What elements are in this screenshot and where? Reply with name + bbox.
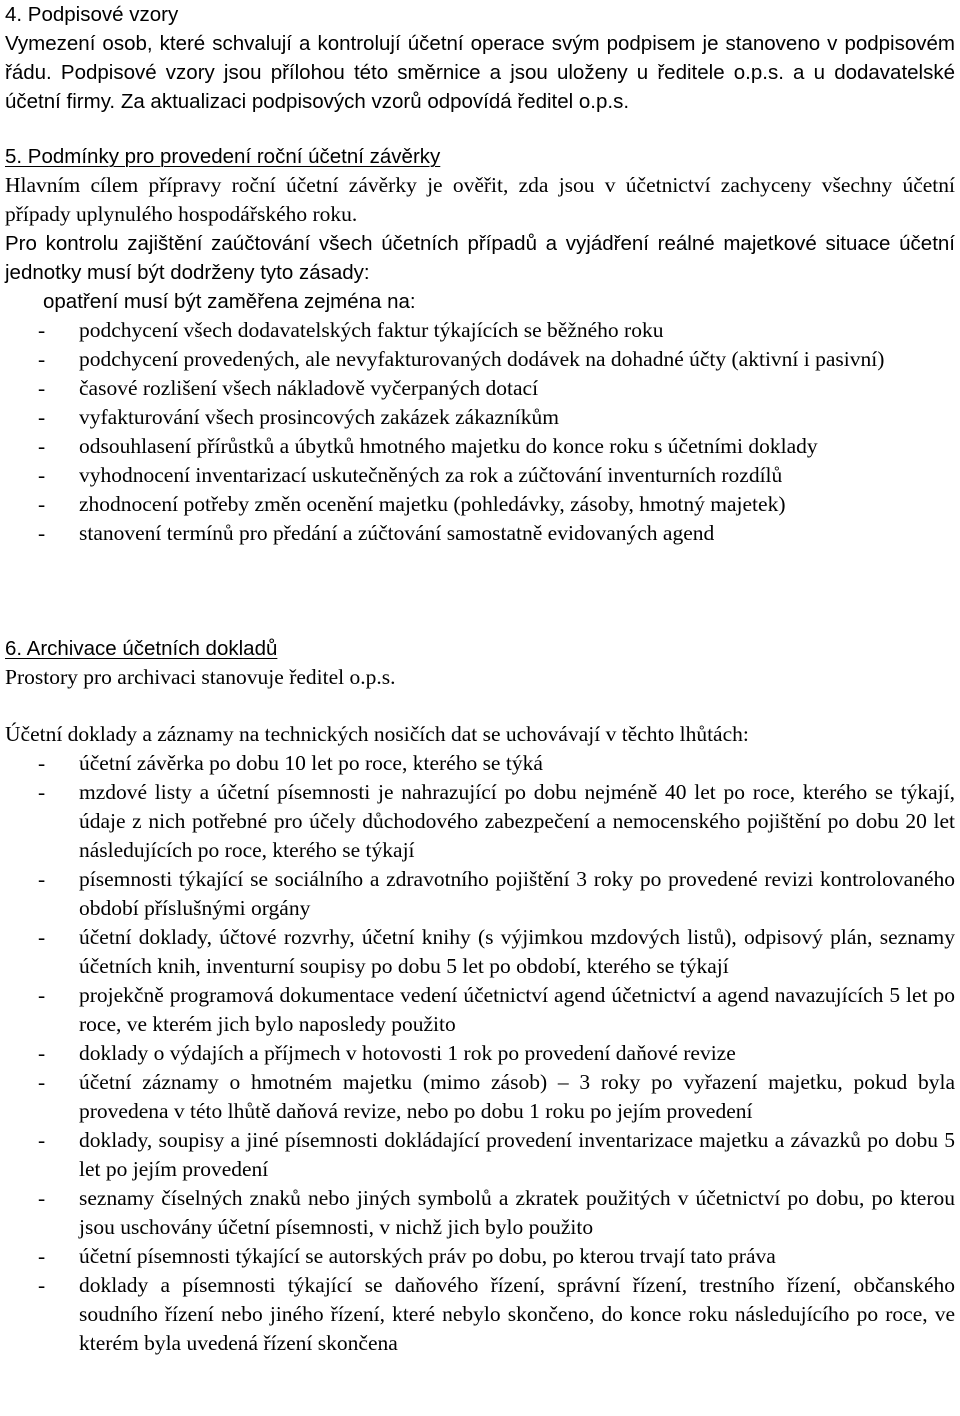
list-item: - doklady o výdajích a příjmech v hotovosti 1 rok po provedení daňové revize [5, 1039, 955, 1068]
list-item: - podchycení provedených, ale nevyfakturovaných dodávek na dohadné účty (aktivní i pasivní) [5, 345, 955, 374]
list-item: - doklady a písemnosti týkající se daňového řízení, správní řízení, trestního řízení, občanského soudního řízení nebo jiného řízení, které nebylo skončeno, do konce roku následujícího po roce, ve kterém byla uvedená řízení skončena [5, 1271, 955, 1358]
list-item: - stanovení termínů pro předání a zúčtování samostatně evidovaných agend [5, 519, 955, 548]
list-item: - účetní doklady, účtové rozvrhy, účetní knihy (s výjimkou mzdových listů), odpisový plán, seznamy účetních knih, inventurní soupisy po dobu 5 let po období, kterého se týkají [5, 923, 955, 981]
section-5-heading: 5. Podmínky pro provedení roční účetní závěrky [5, 145, 441, 168]
section-6-list [5, 749, 955, 1358]
section-5-principles: Pro kontrolu zajištění zaúčtování všech účetních případů a vyjádření reálné majetkové situace účetní jednotky musí být dodrženy tyto zásady: [5, 232, 955, 284]
list-item: - účetní záznamy o hmotném majetku (mimo zásob) – 3 roky po vyřazení majetku, pokud byla provedena v této lhůtě daňová revize, nebo po dobu 1 roku po jejím provedení [5, 1068, 955, 1126]
list-item: - doklady, soupisy a jiné písemnosti dokládající provedení inventarizace majetku a závazků po dobu 5 let po jejím provedení [5, 1126, 955, 1184]
list-item: - zhodnocení potřeby změn ocenění majetku (pohledávky, zásoby, hmotný majetek) [5, 490, 955, 519]
section-4-heading: 4. Podpisové vzory [5, 3, 179, 26]
section-6-storage: Prostory pro archivaci stanovuje ředitel o.p.s. [5, 665, 396, 689]
list-item: - seznamy číselných znaků nebo jiných symbolů a zkratek použitých v účetnictví po dobu, po kterou jsou uschovány účetní písemnosti, v nichž jich bylo použito [5, 1184, 955, 1242]
list-item: - projekčně programová dokumentace vedení účetnictví agend účetnictví a agend navazujících 5 let po roce, ve kterém jich bylo naposledy použito [5, 981, 955, 1039]
list-item: - odsouhlasení přírůstků a úbytků hmotného majetku do konce roku s účetními doklady [5, 432, 955, 461]
section-5-measures-label: opatření musí být zaměřena zejména na: [43, 290, 416, 313]
section-6-retention [5, 720, 955, 1358]
list-item: - písemnosti týkající se sociálního a zdravotního pojištění 3 roky po provedené revizi kontrolovaného období příslušnými orgány [5, 865, 955, 923]
section-4 [5, 0, 955, 116]
section-6 [5, 634, 955, 692]
list-item: - časové rozlišení všech nákladově vyčerpaných dotací [5, 374, 955, 403]
list-item: - vyhodnocení inventarizací uskutečněných za rok a zúčtování inventurních rozdílů [5, 461, 955, 490]
section-5 [5, 142, 955, 548]
list-item: - vyfakturování všech prosincových zakázek zákazníkům [5, 403, 955, 432]
section-5-intro: Hlavním cílem přípravy roční účetní závěrky je ověřit, zda jsou v účetnictví zachyceny všechny účetní případy uplynulého hospodářského roku. [5, 173, 955, 226]
section-4-body: Vymezení osob, které schvalují a kontrolují účetní operace svým podpisem je stanoveno v podpisovém řádu. Podpisové vzory jsou přílohou této směrnice a jsou uloženy u ředitele o.p.s. a u dodavatelské účetní firmy. Za aktualizaci podpisových vzorů odpovídá ředitel o.p.s. [5, 32, 955, 113]
section-6-retention-intro: Účetní doklady a záznamy na technických nosičích dat se uchovávají v těchto lhůtách: [5, 722, 749, 746]
list-item: - účetní závěrka po dobu 10 let po roce, kterého se týká [5, 749, 955, 778]
list-item: - podchycení všech dodavatelských faktur týkajících se běžného roku [5, 316, 955, 345]
list-item: - mzdové listy a účetní písemnosti je nahrazující po dobu nejméně 40 let po roce, kterého se týkají, údaje z nich potřebné pro účely důchodového zabezpečení a nemocenského pojištění po dobu 20 let následujících po roce, kterého se týkají [5, 778, 955, 865]
section-6-heading: 6. Archivace účetních dokladů [5, 637, 278, 660]
section-5-list [5, 316, 955, 548]
list-item: - účetní písemnosti týkající se autorských práv po dobu, po kterou trvají tato práva [5, 1242, 955, 1271]
